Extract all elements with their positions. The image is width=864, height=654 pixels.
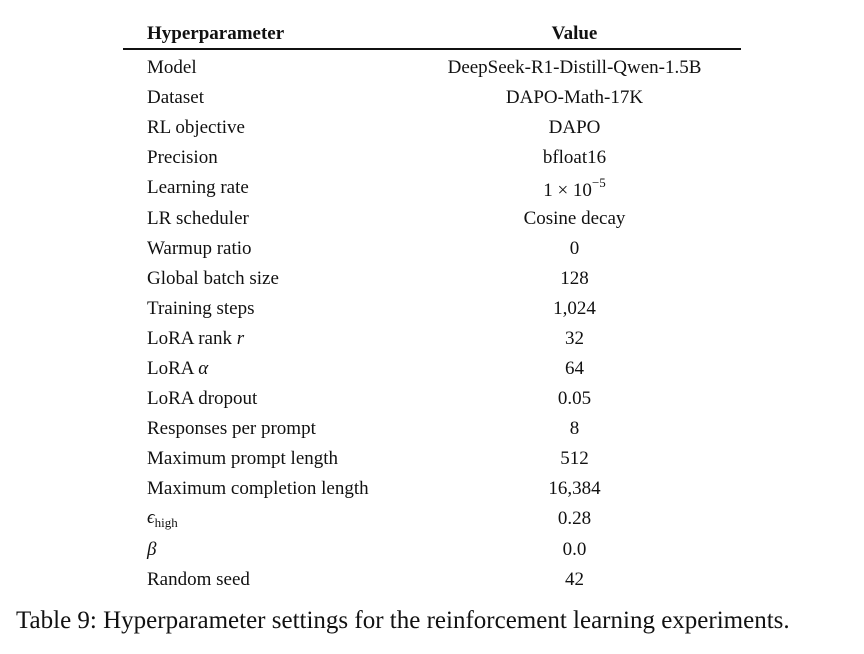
param-subscript: high <box>154 515 178 531</box>
param-cell: LoRA dropout <box>147 388 258 410</box>
param-math-symbol: α <box>198 357 209 379</box>
param-cell: Responses per prompt <box>147 418 316 440</box>
table-row <box>123 53 741 83</box>
param-cell: Maximum completion length <box>147 478 369 500</box>
value-cell: DAPO <box>548 117 601 139</box>
value-cell: 0.28 <box>557 508 592 530</box>
param-math-symbol: r <box>236 327 245 349</box>
header-rule <box>123 48 741 50</box>
param-cell <box>123 539 408 561</box>
table-row <box>123 113 741 143</box>
value-cell: DAPO-Math-17K <box>505 87 644 109</box>
table-row <box>123 294 741 324</box>
param-math-symbol: β <box>147 538 157 560</box>
table-row <box>123 474 741 504</box>
table-row <box>123 264 741 294</box>
param-cell: LR scheduler <box>147 207 249 229</box>
header-value: Value <box>551 22 598 44</box>
value-cell: 0 <box>569 237 580 259</box>
table-row <box>123 354 741 384</box>
table-row <box>123 384 741 414</box>
param-cell <box>123 328 408 350</box>
header-hyperparameter: Hyperparameter <box>147 22 285 44</box>
table-row <box>123 173 741 203</box>
table-row <box>123 83 741 113</box>
table-row <box>123 565 741 595</box>
table-row <box>123 324 741 354</box>
table-header-row <box>123 20 741 47</box>
value-cell: 0.0 <box>562 538 587 560</box>
value-cell: 64 <box>565 357 584 379</box>
param-math-symbol: ϵ <box>147 507 155 529</box>
param-cell: Precision <box>147 147 218 169</box>
param-cell: Learning rate <box>147 177 249 199</box>
param-cell: Global batch size <box>147 267 279 289</box>
param-cell: Model <box>147 57 197 79</box>
value-cell: 0.05 <box>557 388 592 410</box>
table-row <box>123 234 741 264</box>
value-cell <box>408 175 741 202</box>
table-row <box>123 535 741 565</box>
param-cell: RL objective <box>147 117 245 139</box>
value-cell: 1,024 <box>553 297 596 319</box>
value-cell: 32 <box>565 327 584 349</box>
param-cell: Warmup ratio <box>147 237 252 259</box>
hyperparameter-table <box>123 20 741 595</box>
value-cell: DeepSeek-R1-Distill-Qwen-1.5B <box>447 57 702 79</box>
table-row <box>123 444 741 474</box>
value-cell: 16,384 <box>548 478 601 500</box>
param-cell: Training steps <box>147 297 255 319</box>
table-caption: Table 9: Hyperparameter settings for the reinforcement learning experiments. <box>16 607 790 634</box>
value-cell: Cosine decay <box>523 207 626 229</box>
table-row <box>123 504 741 534</box>
value-cell: 42 <box>565 568 584 590</box>
table-row <box>123 414 741 444</box>
param-cell: Maximum prompt length <box>147 448 339 470</box>
value-cell: 128 <box>560 267 589 289</box>
param-text: LoRA rank <box>147 327 237 349</box>
value-base: 1 × 10 <box>543 179 592 201</box>
param-cell <box>123 507 408 531</box>
param-cell <box>123 358 408 380</box>
value-cell: 8 <box>569 418 580 440</box>
value-cell: 512 <box>560 448 589 470</box>
param-cell: Dataset <box>147 87 204 109</box>
value-cell: bfloat16 <box>542 147 607 169</box>
param-text: LoRA <box>147 357 199 379</box>
table-row <box>123 143 741 173</box>
param-cell: Random seed <box>147 568 250 590</box>
table-row <box>123 203 741 233</box>
value-exponent: −5 <box>591 174 606 190</box>
